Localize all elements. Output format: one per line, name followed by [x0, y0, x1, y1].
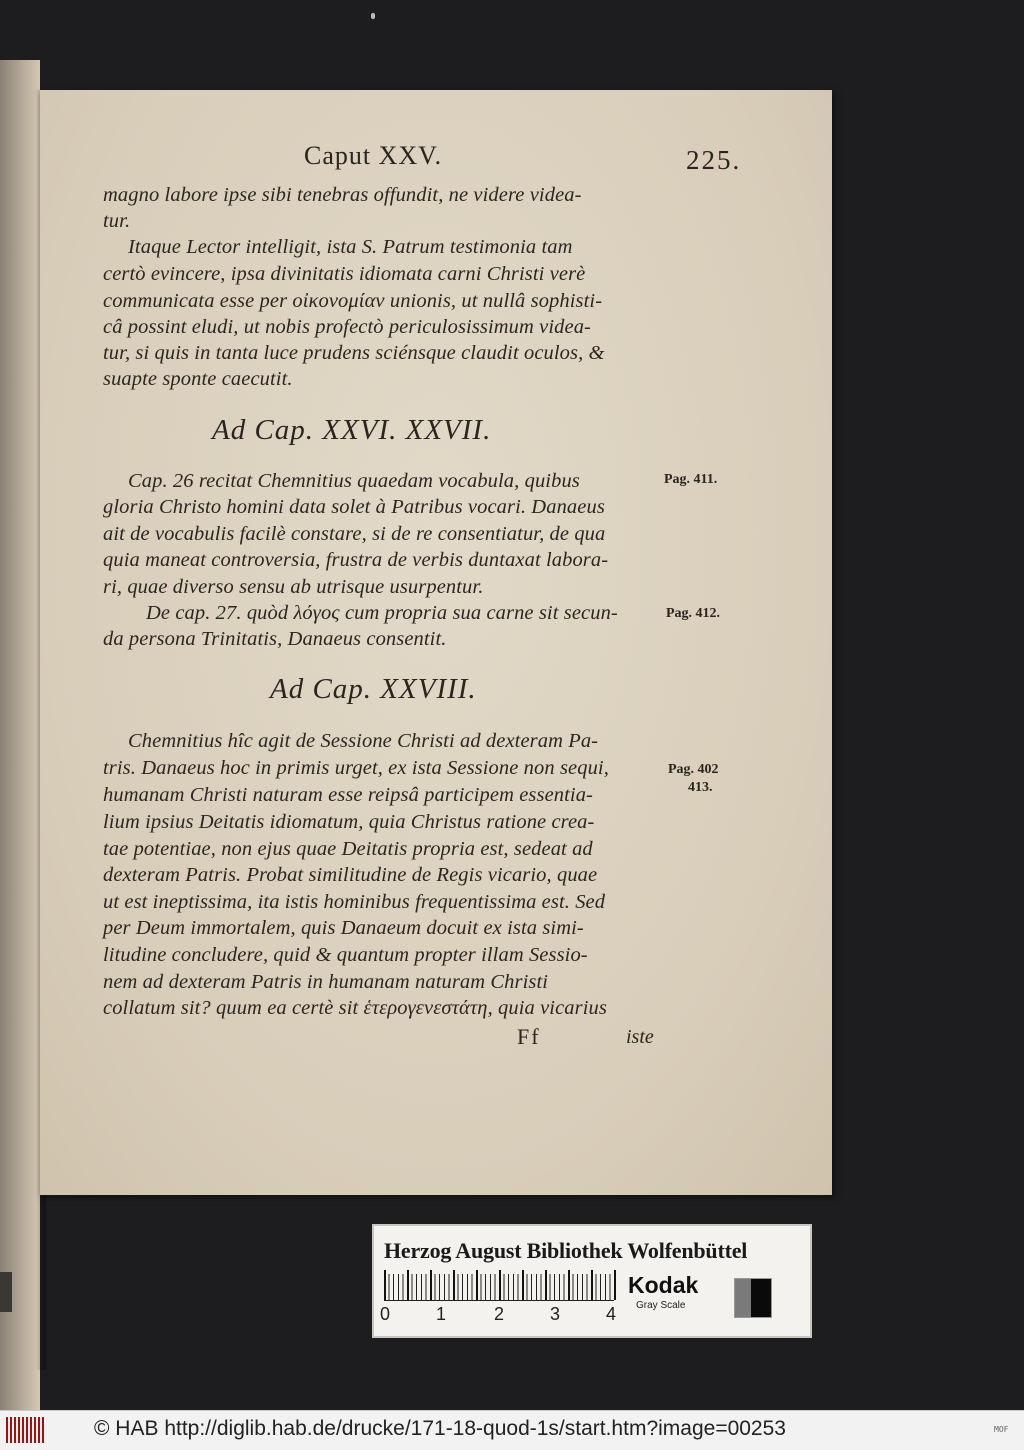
- text-line: tur, si quis in tanta luce prudens sciénsque claudit oculos, &: [103, 342, 605, 364]
- text-line: tae potentiae, non ejus quae Deitatis propria est, sedeat ad: [103, 838, 593, 860]
- text-line: quia maneat controversia, frustra de verbis duntaxat labora-: [103, 549, 609, 571]
- text-line: collatum sit? quum ea certè sit ἑτερογενεστάτη, quia vicarius: [103, 997, 607, 1019]
- text-line: litudine concludere, quid & quantum propter illam Sessio-: [103, 944, 588, 966]
- text-line: ut est ineptissima, ita istis hominibus frequentissima est. Sed: [103, 891, 606, 913]
- margin-note: Pag. 402: [668, 762, 719, 777]
- text-line: ri, quae diverso sensu ab utrisque usurpentur.: [103, 576, 484, 598]
- text-line: humanam Christi naturam esse reipsâ participem essentia-: [103, 784, 593, 806]
- section-heading: Ad Cap. XXVI. XXVII.: [212, 414, 492, 446]
- scale-number: 0: [380, 1304, 391, 1324]
- text-line: dexteram Patris. Probat similitudine de Regis vicario, quae: [103, 864, 598, 886]
- text-line: per Deum immortalem, quis Danaeum docuit ex ista simi-: [103, 917, 584, 939]
- hab-logo-icon: [6, 1417, 46, 1443]
- margin-note: Pag. 411.: [664, 472, 718, 487]
- text-line: Cap. 26 recitat Chemnitius quaedam vocabula, quibus: [128, 470, 580, 492]
- kodak-logo-text: Kodak: [628, 1272, 699, 1298]
- text-line: De cap. 27. quòd λόγος cum propria sua carne sit secun-: [146, 602, 618, 624]
- gray-scale-label: Gray Scale: [636, 1300, 686, 1311]
- text-line: gloria Christo homini data solet à Patribus vocari. Danaeus: [103, 496, 605, 518]
- margin-note: Pag. 412.: [666, 606, 721, 621]
- text-line: Itaque Lector intelligit, ista S. Patrum testimonia tam: [128, 236, 573, 258]
- gray-scale-patch: [734, 1278, 772, 1318]
- text-line: da persona Trinitatis, Danaeus consentit.: [103, 628, 447, 650]
- text-line: tur.: [103, 210, 131, 232]
- copyright-url[interactable]: © HAB http://diglib.hab.de/drucke/171-18-quod-1s/start.htm?image=00253: [94, 1417, 786, 1440]
- text-line: certò evincere, ipsa divinitatis idiomata carni Christi verè: [103, 263, 586, 285]
- text-line: ait de vocabulis facilè constare, si de re consentiatur, de qua: [103, 523, 606, 545]
- text-line: tris. Danaeus hoc in primis urget, ex ista Sessione non sequi,: [103, 757, 609, 779]
- margin-note: 413.: [688, 780, 713, 795]
- dust-mark: [371, 13, 375, 19]
- text-line: magno labore ipse sibi tenebras offundit, ne videre videa-: [103, 184, 582, 206]
- facing-page-edge: [0, 60, 40, 1420]
- page-tab: [0, 1272, 12, 1312]
- text-line: lium ipsius Deitatis idiomatum, quia Christus ratione crea-: [103, 811, 595, 833]
- scale-number: 3: [550, 1304, 561, 1324]
- scale-number: 1: [436, 1304, 447, 1324]
- text-line: suapte sponte caecutit.: [103, 368, 293, 390]
- library-name: Herzog August Bibliothek Wolfenbüttel: [384, 1238, 748, 1263]
- page-number: 225.: [686, 145, 742, 175]
- text-line: communicata esse per οἰκονομίαν unionis, ut nullâ sophisti-: [103, 290, 603, 312]
- ruler-major-ticks: [384, 1270, 616, 1300]
- signature-mark: Ff: [517, 1024, 541, 1049]
- running-head: Caput XXV.: [304, 141, 443, 170]
- scale-number: 4: [606, 1304, 617, 1324]
- text-line: nem ad dexteram Patris in humanam naturam Christi: [103, 971, 549, 993]
- text-line: Chemnitius hîc agit de Sessione Christi ad dexteram Pa-: [128, 730, 599, 752]
- footer-mark: MOF: [994, 1425, 1009, 1434]
- section-heading: Ad Cap. XXVIII.: [270, 673, 477, 705]
- text-line: câ possint eludi, ut nobis profectò periculosissimum videa-: [103, 316, 591, 338]
- catchword: iste: [626, 1026, 654, 1048]
- footer-bar: [0, 1410, 1024, 1450]
- scale-number: 2: [494, 1304, 505, 1324]
- library-scale-card: [372, 1224, 812, 1338]
